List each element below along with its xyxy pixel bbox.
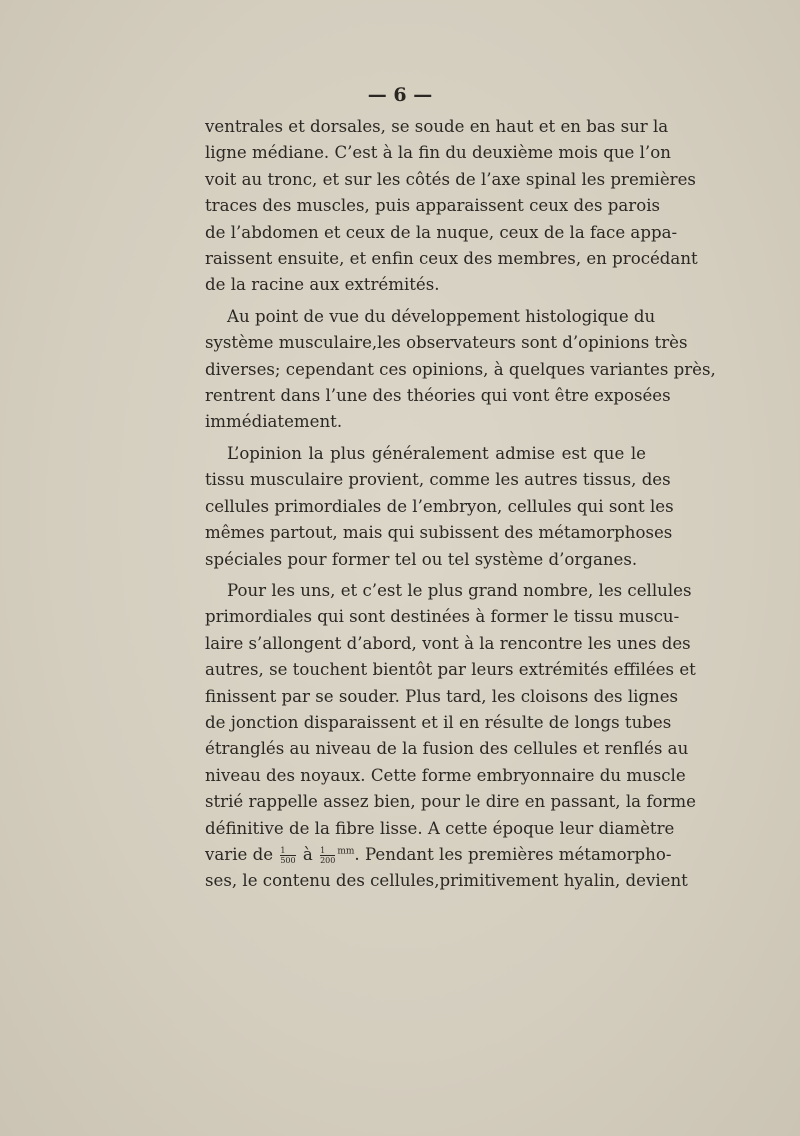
text-line: ventrales et dorsales, se soude en haut et en bas sur la bbox=[205, 117, 669, 136]
fraction-numerator: 1 bbox=[320, 846, 335, 856]
text-line: Pour les uns, et c’est le plus grand nombre, les cellules bbox=[227, 580, 692, 600]
text-line: raissent ensuite, et enfin ceux des membres, en procédant bbox=[205, 249, 698, 269]
text-line: de la racine aux extrémités. bbox=[205, 275, 440, 295]
text-line: diverses; cependant ces opinions, à quelques variantes près, bbox=[205, 359, 716, 379]
text-line: traces des muscles, puis apparaissent ceux des parois bbox=[205, 196, 661, 216]
fraction-line-before: varie de bbox=[205, 844, 279, 864]
fraction-line-after: . Pendant les premières métamorpho- bbox=[354, 844, 672, 864]
text-line: niveau des noyaux. Cette forme embryonnaire du muscle bbox=[205, 765, 686, 785]
unit-superscript: mm bbox=[337, 846, 355, 857]
text-line: cellules primordiales de l’embryon, cellules qui sont les bbox=[205, 496, 674, 516]
fraction-line-middle: à bbox=[297, 844, 319, 864]
text-line: immédiatement. bbox=[205, 412, 343, 432]
fraction-one-five-hundredth bbox=[280, 846, 295, 865]
paragraph-4 bbox=[205, 578, 696, 895]
text-line: ses, le contenu des cellules,primitivement hyalin, devient bbox=[205, 871, 688, 891]
text-line: étranglés au niveau de la fusion des cellules et renflés au bbox=[205, 739, 689, 759]
page-body bbox=[205, 114, 716, 900]
text-line: rentrent dans l’une des théories qui vont être exposées bbox=[205, 386, 671, 406]
text-line: de jonction disparaissent et il en résulte de longs tubes bbox=[205, 712, 672, 732]
page-number: — 6 — bbox=[367, 84, 433, 106]
text-line: voit au tronc, et sur les côtés de l’axe spinal les premières bbox=[205, 169, 696, 189]
text-line: primordiales qui sont destinées à former le tissu muscu- bbox=[205, 607, 680, 627]
fraction-denominator: 500 bbox=[280, 855, 296, 865]
paragraph-3 bbox=[205, 441, 674, 573]
text-line: laire s’allongent d’abord, vont à la rencontre les unes des bbox=[205, 633, 691, 653]
fraction-text-line bbox=[205, 842, 672, 868]
text-line: tissu musculaire provient, comme les autres tissus, des bbox=[205, 470, 671, 490]
text-line: système musculaire,les observateurs sont d’opinions très bbox=[205, 333, 688, 353]
fraction-one-two-hundredth bbox=[320, 846, 335, 865]
text-line: L’opinion la plus généralement admise est que le bbox=[227, 443, 646, 463]
paragraph-2 bbox=[205, 304, 716, 436]
text-line: de l’abdomen et ceux de la nuque, ceux de la face appa- bbox=[205, 222, 678, 242]
text-line: finissent par se souder. Plus tard, les cloisons des lignes bbox=[205, 686, 679, 706]
fraction-numerator: 1 bbox=[280, 846, 295, 856]
text-line: spéciales pour former tel ou tel système d’organes. bbox=[205, 549, 638, 569]
text-line: ligne médiane. C’est à la fin du deuxième mois que l’on bbox=[205, 143, 671, 163]
text-line: autres, se touchent bientôt par leurs extrémités effilées et bbox=[205, 660, 696, 680]
text-line: mêmes partout, mais qui subissent des métamorphoses bbox=[205, 523, 673, 543]
text-line: définitive de la fibre lisse. A cette époque leur diamètre bbox=[205, 818, 675, 838]
fraction-denominator: 200 bbox=[320, 855, 336, 865]
text-line: Au point de vue du développement histologique du bbox=[227, 306, 656, 326]
paragraph-1 bbox=[205, 114, 698, 299]
text-line: strié rappelle assez bien, pour le dire en passant, la forme bbox=[205, 792, 696, 812]
